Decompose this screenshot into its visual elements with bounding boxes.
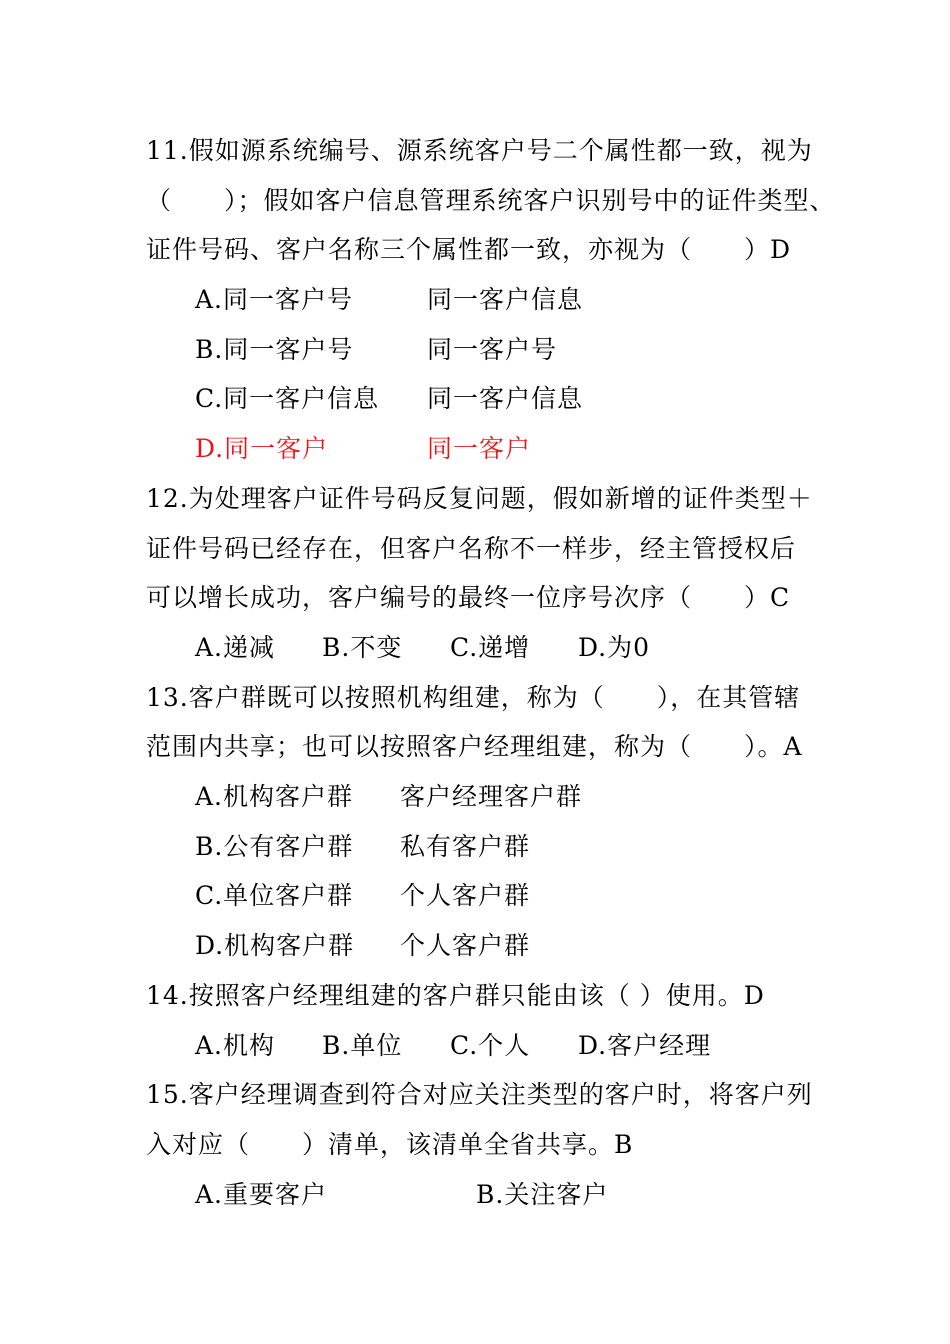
question-15-option-b: B.关注客户	[476, 1180, 609, 1209]
question-12-option-c: C.递增	[450, 633, 531, 662]
question-13-option-c: C.单位客户群	[195, 881, 354, 910]
question-14-option-b: B.单位	[322, 1031, 403, 1060]
question-11-option-c: C.同一客户信息	[195, 384, 380, 413]
question-11-line-2: （ ）；假如客户信息管理系统客户识别号中的证件类型、	[146, 186, 836, 215]
question-14-option-a: A.机构	[195, 1031, 276, 1060]
question-11-option-a: A.同一客户号	[195, 285, 354, 314]
question-13-option-b-second: 私有客户群	[400, 832, 531, 861]
question-11-option-d-second: 同一客户	[427, 434, 532, 463]
question-11-option-b: B.同一客户号	[195, 335, 354, 364]
question-15-line-1: 15.客户经理调查到符合对应关注类型的客户时，将客户列	[146, 1080, 813, 1109]
question-13-line-1: 13.客户群既可以按照机构组建，称为（ ），在其管辖	[146, 683, 801, 712]
question-12-line-1: 12.为处理客户证件号码反复问题，假如新增的证件类型＋	[146, 484, 813, 513]
question-11-option-b-second: 同一客户号	[427, 335, 558, 364]
question-13-option-d: D.机构客户群	[195, 931, 355, 960]
question-12-option-b: B.不变	[322, 633, 403, 662]
question-13-option-a: A.机构客户群	[195, 782, 354, 811]
question-15-line-2: 入对应（ ）清单，该清单全省共享。B	[146, 1130, 634, 1159]
question-12-option-a: A.递减	[195, 633, 276, 662]
question-11-line-1: 11.假如源系统编号、源系统客户号二个属性都一致，视为	[146, 136, 813, 165]
question-11-line-3: 证件号码、客户名称三个属性都一致，亦视为（ ）D	[146, 235, 792, 264]
question-15-option-a: A.重要客户	[195, 1180, 328, 1209]
question-13-line-2: 范围内共享；也可以按照客户经理组建，称为（ ）。A	[146, 732, 803, 761]
question-12-line-2: 证件号码已经存在，但客户名称不一样步，经主管授权后	[146, 534, 797, 563]
question-13-option-c-second: 个人客户群	[400, 881, 531, 910]
question-11-option-a-second: 同一客户信息	[427, 285, 584, 314]
question-14-option-d: D.客户经理	[578, 1031, 712, 1060]
question-12-line-3: 可以增长成功，客户编号的最终一位序号次序（ ）C	[146, 583, 791, 612]
question-12-option-d: D.为0	[578, 633, 651, 662]
question-13-option-a-second: 客户经理客户群	[400, 782, 583, 811]
question-13-option-b: B.公有客户群	[195, 832, 354, 861]
question-11-option-d: D.同一客户	[195, 434, 329, 463]
question-11-option-c-second: 同一客户信息	[427, 384, 584, 413]
question-13-option-d-second: 个人客户群	[400, 931, 531, 960]
question-14-line-1: 14.按照客户经理组建的客户群只能由该（ ）使用。D	[146, 981, 765, 1010]
question-14-option-c: C.个人	[450, 1031, 531, 1060]
